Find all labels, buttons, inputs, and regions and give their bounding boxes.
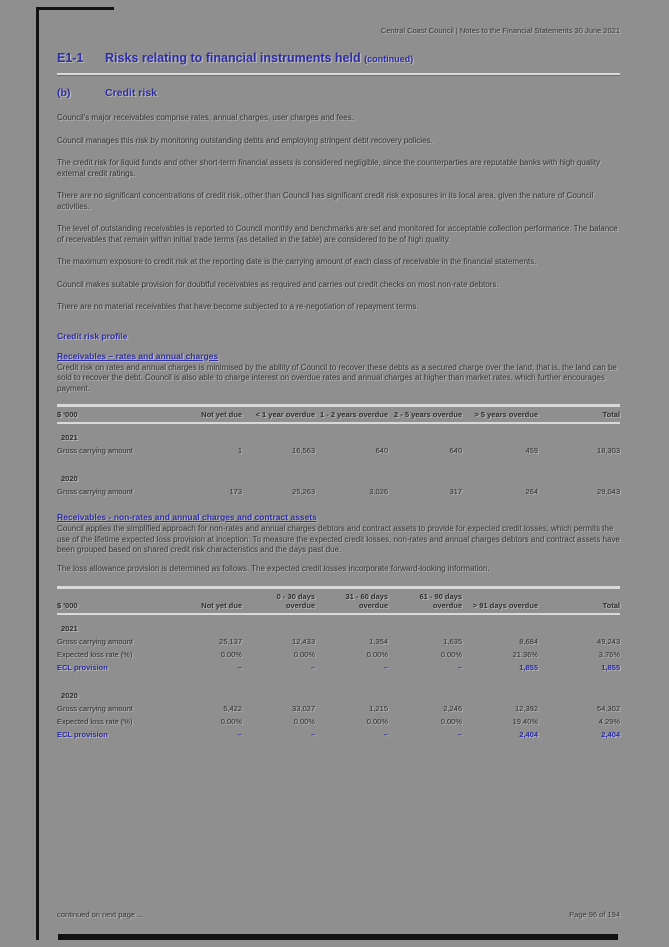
continued-label: (continued) <box>364 54 414 64</box>
table-row <box>57 444 620 457</box>
page-edge-bottom <box>58 934 618 940</box>
table-row <box>57 702 620 715</box>
page-edge-top <box>36 7 114 10</box>
column-header: 31 - 60 days overdue <box>315 588 388 615</box>
page-edge-left <box>36 7 39 940</box>
table-cell: 16,563 <box>292 446 315 455</box>
section-label: (b) <box>57 87 71 99</box>
table-cell: – <box>383 730 388 739</box>
paragraph: Council's major receivables comprise rates, annual charges, user charges and fees. <box>57 113 354 122</box>
table-cell: 18,303 <box>597 446 620 455</box>
column-header: < 1 year overdue <box>242 406 315 424</box>
table-cell: 12,433 <box>292 637 315 646</box>
year-row <box>57 423 620 444</box>
table-cell: 0.00% <box>366 717 388 726</box>
year-row <box>57 614 620 635</box>
unit-header: $ '000 <box>57 588 172 615</box>
profile-heading: Credit risk profile <box>57 330 128 341</box>
table-cell: 8,684 <box>519 637 538 646</box>
table-cell: 173 <box>229 487 242 496</box>
unit-header: $ '000 <box>57 406 172 424</box>
row-label: Gross carrying amount <box>57 637 133 646</box>
table-cell: 25,263 <box>292 487 315 496</box>
column-header: > 91 days overdue <box>462 588 538 615</box>
table-cell: – <box>457 663 462 672</box>
table-cell: – <box>457 730 462 739</box>
paragraph: There are no material receivables that have become subjected to a re-negotiation of repayment terms. <box>57 302 419 311</box>
table-cell: 49,243 <box>597 637 620 646</box>
note-title-text: Risks relating to financial instruments held <box>105 51 361 65</box>
gap-row <box>57 674 620 682</box>
table-cell: 3.76% <box>598 650 620 659</box>
table-cell: 1 <box>237 446 242 455</box>
paragraph: The credit risk for liquid funds and other short-term financial assets is considered negligible, since the counterparties are reputable banks with high quality external credit ratings. <box>57 158 600 178</box>
note-title <box>57 51 620 65</box>
spacer-cell <box>57 457 620 465</box>
spacer-cell <box>172 465 620 485</box>
table-cell: 2,404 <box>519 730 538 739</box>
table-cell: 12,392 <box>515 704 538 713</box>
table-row <box>57 715 620 728</box>
section-title: Credit risk <box>105 87 157 99</box>
column-header: > 5 years overdue <box>462 406 538 424</box>
table-cell: 0.00% <box>366 650 388 659</box>
paragraph: There are no significant concentrations of credit risk, other than Council has significant credit risk exposures in its local area, given the nature of Council activities. <box>57 191 594 211</box>
table-cell: 640 <box>449 446 462 455</box>
table-cell: 0.00% <box>440 717 462 726</box>
table-cell: – <box>310 663 315 672</box>
ecl-provision-row <box>57 728 620 741</box>
footer-continued: continued on next page ... <box>57 910 144 919</box>
column-header: Total <box>538 588 620 615</box>
table-cell: 29,043 <box>597 487 620 496</box>
receivables-nonrates-body: Council applies the simplified approach for non-rates and annual charges debtors and contract assets to provide for expected credit losses, which permits the use of the lifetime expected loss provision at inception. To measure the expected credit losses, non-rates and annual charges debtors and contract assets have been grouped based on shared credit risk characteristics and the days past due. <box>57 524 620 554</box>
table-header-row <box>57 588 620 615</box>
table-header-row <box>57 406 620 424</box>
table-cell: 1,635 <box>443 637 462 646</box>
row-label: ECL provision <box>57 730 108 739</box>
column-header: Total <box>538 406 620 424</box>
page-footer <box>57 910 620 919</box>
table-cell: – <box>310 730 315 739</box>
table-cell: 2,404 <box>601 730 620 739</box>
paragraph: Council manages this risk by monitoring outstanding debts and employing stringent debt recovery policies. <box>57 135 433 145</box>
year-label: 2021 <box>61 433 78 442</box>
receivables-rates-heading: Receivables – rates and annual charges <box>57 350 219 361</box>
footer-page-number: Page 96 of 194 <box>569 910 620 919</box>
table-cell: 1,855 <box>601 663 620 672</box>
column-header: 2 - 5 years overdue <box>388 406 462 424</box>
spacer-cell <box>172 423 620 444</box>
table-cell: 3,026 <box>369 487 388 496</box>
table-cell: 1,354 <box>369 637 388 646</box>
ecl-provision-row <box>57 661 620 674</box>
year-row <box>57 465 620 485</box>
title-divider <box>57 73 620 75</box>
table-cell: 0.00% <box>440 650 462 659</box>
row-label: Gross carrying amount <box>57 704 133 713</box>
ecl-table <box>57 586 620 741</box>
table-cell: 5,422 <box>223 704 242 713</box>
year-label: 2021 <box>61 624 78 633</box>
column-header: 0 - 30 days overdue <box>242 588 315 615</box>
table-cell: 317 <box>449 487 462 496</box>
column-header: 61 - 90 days overdue <box>388 588 462 615</box>
table-cell: 21.36% <box>512 650 538 659</box>
row-label: ECL provision <box>57 663 108 672</box>
section-heading <box>57 87 620 99</box>
table-row <box>57 485 620 498</box>
table-row <box>57 635 620 648</box>
year-label: 2020 <box>61 691 78 700</box>
table-cell: 19.40% <box>512 717 538 726</box>
year-label: 2020 <box>61 474 78 483</box>
table-cell: 640 <box>375 446 388 455</box>
rates-aging-table <box>57 404 620 498</box>
row-label: Gross carrying amount <box>57 487 133 496</box>
table-cell: 1,215 <box>369 704 388 713</box>
table-cell: 54,302 <box>597 704 620 713</box>
receivables-nonrates-heading: Receivables - non-rates and annual charges and contract assets <box>57 512 317 522</box>
column-header: 1 - 2 years overdue <box>315 406 388 424</box>
table-cell: 0.00% <box>220 717 242 726</box>
spacer-cell <box>172 614 620 635</box>
table-cell: 33,027 <box>292 704 315 713</box>
spacer-cell <box>57 674 620 682</box>
table-cell: 264 <box>525 487 538 496</box>
row-label: Expected loss rate (%) <box>57 650 133 659</box>
table-cell: – <box>383 663 388 672</box>
gap-row <box>57 457 620 465</box>
running-header: Central Coast Council | Notes to the Financial Statements 30 June 2021 <box>380 26 620 35</box>
paragraph: Council makes suitable provision for doubtful receivables as required and carries out credit checks on most non-rate debtors. <box>57 279 499 289</box>
table-cell: 25,137 <box>219 637 242 646</box>
paragraph: The level of outstanding receivables is reported to Council monthly and benchmarks are set and monitored for acceptable collection performance. The balance of receivables that remain within initial trade terms (as detailed in the table) are considered to be of high quality. <box>57 224 618 244</box>
row-label: Expected loss rate (%) <box>57 717 133 726</box>
row-label: Gross carrying amount <box>57 446 133 455</box>
table-cell: 0.00% <box>293 650 315 659</box>
column-header: Not yet due <box>172 588 242 615</box>
paragraph: The maximum exposure to credit risk at the reporting date is the carrying amount of each class of receivable in the financial statements. <box>57 257 537 266</box>
table-cell: – <box>237 663 242 672</box>
table-cell: – <box>237 730 242 739</box>
table-cell: 4.29% <box>598 717 620 726</box>
column-header: Not yet due <box>172 406 242 424</box>
receivables-rates-body: Credit risk on rates and annual charges is minimised by the ability of Council to recover these debts as a secured charge over the land; that is, the land can be sold to recover the debt. Council is also able to charge interest on overdue rates and annual charges at higher than market rates, which further encourages payment. <box>57 362 617 393</box>
year-row <box>57 682 620 702</box>
table-cell: 0.00% <box>220 650 242 659</box>
spacer-cell <box>172 682 620 702</box>
table-cell: 1,855 <box>519 663 538 672</box>
table-cell: 2,246 <box>443 704 462 713</box>
table-cell: 459 <box>525 446 538 455</box>
table-cell: 0.00% <box>293 717 315 726</box>
note-code: E1-1 <box>57 51 84 65</box>
loss-allowance-note: The loss allowance provision is determined as follows. The expected credit losses incorporate forward-looking information. <box>57 563 490 573</box>
table-row <box>57 648 620 661</box>
